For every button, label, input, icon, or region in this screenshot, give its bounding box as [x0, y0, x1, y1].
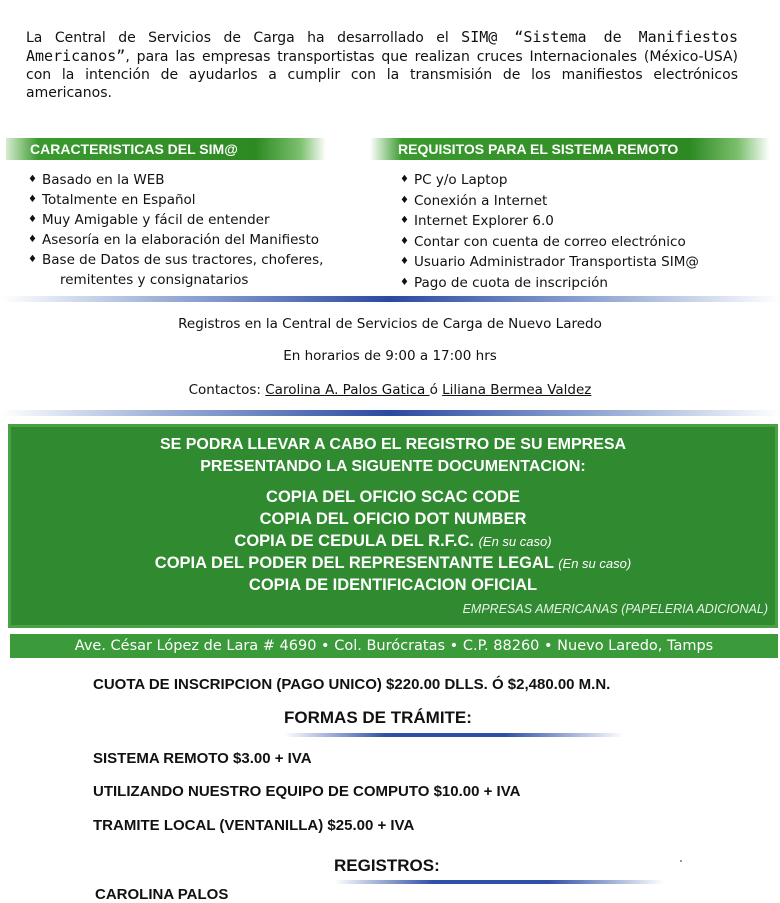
documents-heading-1: SE PODRA LLEVAR A CABO EL REGISTRO DE SU EMPRESA	[159, 436, 627, 453]
document-item: COPIA DEL OFICIO DOT NUMBER	[259, 510, 527, 528]
document-item: COPIA DE IDENTIFICACION OFICIAL	[248, 576, 538, 594]
features-list	[26, 170, 356, 290]
feature-item-line-1: Base de Datos de sus tractores, choferes,	[42, 252, 324, 268]
feature-item: ♦ Basado en la WEB	[26, 170, 356, 190]
intro-text-end: , para las empresas transportistas que realizan cruces Internacionales (México-USA) con la intención de ayudarlos a cumplir con la transmisión de los manifiestos electrónicos americanos.	[26, 49, 738, 101]
document-item-note: (En su caso)	[558, 556, 632, 571]
registration-hours: En horarios de 9:00 a 17:00 hrs	[283, 348, 497, 364]
document-item-text: COPIA DE CEDULA DEL R.F.C.	[234, 532, 474, 550]
registration-fee: CUOTA DE INSCRIPCION (PAGO UNICO) $220.00 DLLS. Ó $2,480.00 M.N.	[93, 676, 611, 693]
requirement-item: ♦ Usuario Administrador Transportista SIM@	[398, 252, 768, 273]
documents-footnote: EMPRESAS AMERICANAS (PAPELERIA ADICIONAL)	[462, 602, 768, 616]
divider-rule	[0, 296, 780, 302]
intro-text-start: La Central de Servicios de Carga ha desarrollado el	[26, 30, 462, 46]
feature-item	[26, 250, 356, 290]
document-item	[8, 554, 778, 573]
requirement-item: ♦ Conexión a Internet	[398, 191, 768, 212]
document-item: COPIA DEL OFICIO SCAC CODE	[266, 488, 520, 506]
feature-item-line-2: remitentes y consignatarios	[60, 272, 249, 288]
registration-place: Registros en la Central de Servicios de Carga de Nuevo Laredo	[178, 316, 602, 332]
product-name: SIM@ “Sistema de Manifiestos Americanos”	[26, 28, 738, 65]
form-item: TRAMITE LOCAL (VENTANILLA) $25.00 + IVA	[93, 817, 415, 834]
contact-link-carolina[interactable]: Carolina A. Palos Gatica	[265, 382, 430, 398]
requirement-item: ♦ Internet Explorer 6.0	[398, 211, 768, 232]
document-item-text: COPIA DEL PODER DEL REPRESENTANTE LEGAL	[154, 554, 554, 572]
feature-item: ♦ Totalmente en Español	[26, 190, 356, 210]
contacts-label: Contactos:	[188, 382, 266, 398]
feature-item: ♦ Muy Amigable y fácil de entender	[26, 210, 356, 230]
registros-heading-underline	[334, 880, 664, 884]
requirement-item: ♦ PC y/o Laptop	[398, 170, 768, 191]
registro-name: CAROLINA PALOS	[95, 886, 229, 903]
stray-dot	[680, 860, 682, 862]
requirement-item: ♦ Pago de cuota de inscripción	[398, 273, 768, 294]
features-title-bar: CARACTERISTICAS DEL SIM@	[6, 138, 326, 160]
requirement-item: ♦ Contar con cuenta de correo electrónico	[398, 232, 768, 253]
document-item	[8, 532, 778, 551]
documents-box	[8, 424, 778, 628]
address-bar: Ave. César López de Lara # 4690 • Col. Burócratas • C.P. 88260 • Nuevo Laredo, Tamps	[10, 634, 778, 658]
contacts-line	[0, 382, 780, 398]
intro-paragraph	[26, 28, 738, 102]
feature-item: ♦ Asesoría en la elaboración del Manifiesto	[26, 230, 356, 250]
registros-heading: REGISTROS:	[334, 856, 440, 875]
contact-link-liliana[interactable]: Liliana Bermea Valdez	[442, 382, 592, 398]
requirements-title-bar: REQUISITOS PARA EL SISTEMA REMOTO	[370, 138, 770, 160]
divider-rule	[0, 410, 780, 416]
documents-heading-2: PRESENTANDO LA SIGUENTE DOCUMENTACION:	[200, 458, 586, 475]
forms-heading: FORMAS DE TRÁMITE:	[284, 708, 472, 727]
requirements-list	[398, 170, 768, 293]
form-item: SISTEMA REMOTO $3.00 + IVA	[93, 750, 312, 767]
form-item: UTILIZANDO NUESTRO EQUIPO DE COMPUTO $10.00 + IVA	[93, 783, 521, 800]
document-item-note: (En su caso)	[478, 534, 552, 549]
contacts-separator: ó	[429, 382, 443, 398]
forms-heading-underline	[284, 733, 624, 737]
